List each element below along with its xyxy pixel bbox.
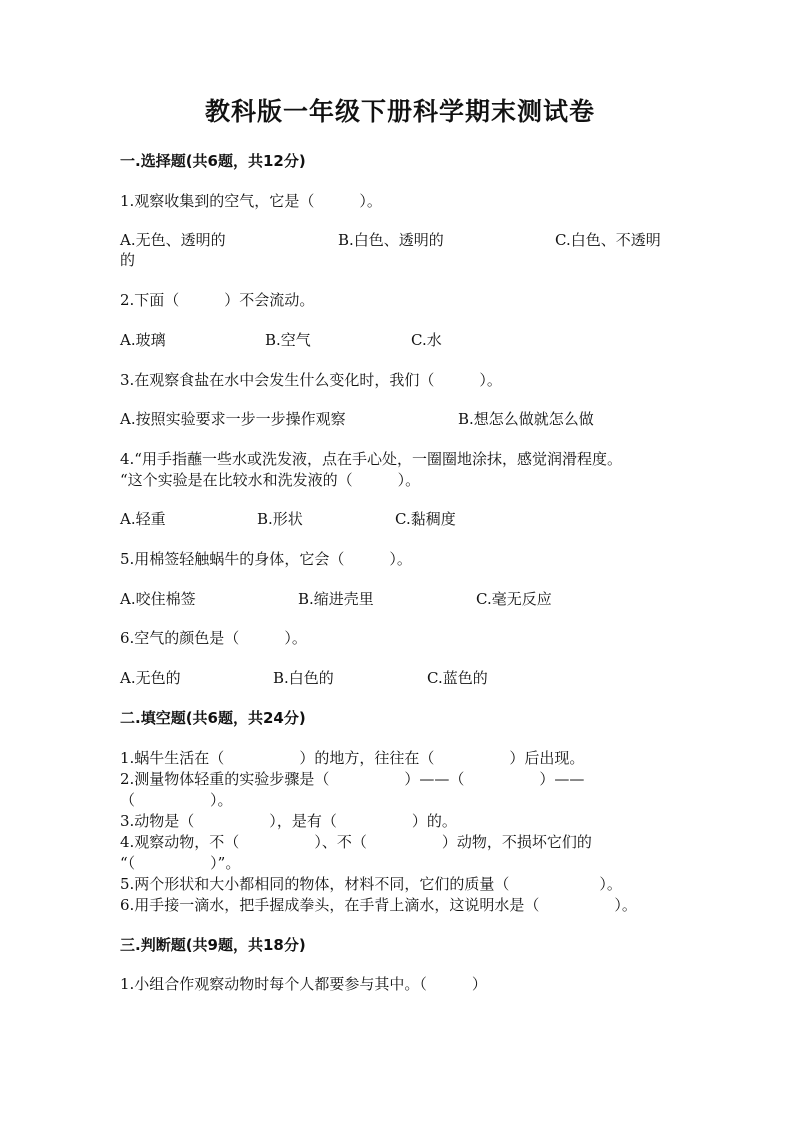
choice-4-option-c: C.黏稠度 [395, 510, 456, 528]
choice-question-2: 2.下面（ ）不会流动。 [120, 291, 315, 309]
section-heading-choice: 一.选择题(共6题，共12分) [120, 152, 306, 170]
choice-question-5: 5.用棉签轻触蜗牛的身体，它会（ ）。 [120, 550, 412, 568]
choice-question-6: 6.空气的颜色是（ ）。 [120, 629, 307, 647]
choice-1-option-a: A.无色、透明的 [120, 231, 226, 249]
choice-5-option-a: A.咬住棉签 [120, 590, 196, 608]
choice-1-option-b: B.白色、透明的 [338, 231, 444, 249]
fill-question-2: 2.测量物体轻重的实验步骤是（ ）——（ ）—— [120, 770, 585, 788]
fill-question-5: 5.两个形状和大小都相同的物体，材料不同，它们的质量（ ）。 [120, 875, 622, 893]
choice-question-4: 4.“用手指蘸一些水或洗发液，点在手心处，一圈圈地涂抹，感觉润滑程度。 [120, 450, 622, 468]
choice-3-option-b: B.想怎么做就怎么做 [458, 410, 594, 428]
choice-2-option-c: C.水 [411, 331, 442, 349]
choice-2-option-a: A.玻璃 [120, 331, 166, 349]
fill-question-4: 4.观察动物，不（ ）、不（ ）动物，不损坏它们的 [120, 833, 592, 851]
judge-question-1: 1.小组合作观察动物时每个人都要参与其中。（ ） [120, 975, 487, 993]
choice-2-option-b: B.空气 [265, 331, 311, 349]
fill-question-6: 6.用手接一滴水，把手握成拳头，在手背上滴水，这说明水是（ ）。 [120, 896, 637, 914]
choice-6-option-c: C.蓝色的 [427, 669, 488, 687]
page-title: 教科版一年级下册科学期末测试卷 [204, 97, 595, 126]
section-heading-fill: 二.填空题(共6题，共24分) [120, 709, 306, 727]
choice-6-option-b: B.白色的 [273, 669, 334, 687]
fill-question-4-cont: “（ ）”。 [120, 854, 241, 872]
choice-3-option-a: A.按照实验要求一步一步操作观察 [120, 410, 346, 428]
choice-question-1: 1.观察收集到的空气，它是（ ）。 [120, 192, 382, 210]
choice-4-option-a: A.轻重 [120, 510, 166, 528]
fill-question-1: 1.蜗牛生活在（ ）的地方，往往在（ ）后出现。 [120, 749, 585, 767]
choice-1-option-c: C.白色、不透明 [555, 231, 661, 249]
choice-1-option-c-wrap: 的 [120, 251, 136, 269]
choice-4-option-b: B.形状 [257, 510, 303, 528]
section-heading-judge: 三.判断题(共9题，共18分) [120, 936, 306, 954]
choice-question-3: 3.在观察食盐在水中会发生什么变化时，我们（ ）。 [120, 371, 502, 389]
choice-5-option-c: C.毫无反应 [476, 590, 552, 608]
choice-6-option-a: A.无色的 [120, 669, 181, 687]
fill-question-2-cont: （ ）。 [120, 791, 233, 809]
fill-question-3: 3.动物是（ ），是有（ ）的。 [120, 812, 457, 830]
choice-5-option-b: B.缩进壳里 [298, 590, 374, 608]
choice-question-4-cont: “这个实验是在比较水和洗发液的（ ）。 [120, 471, 421, 489]
